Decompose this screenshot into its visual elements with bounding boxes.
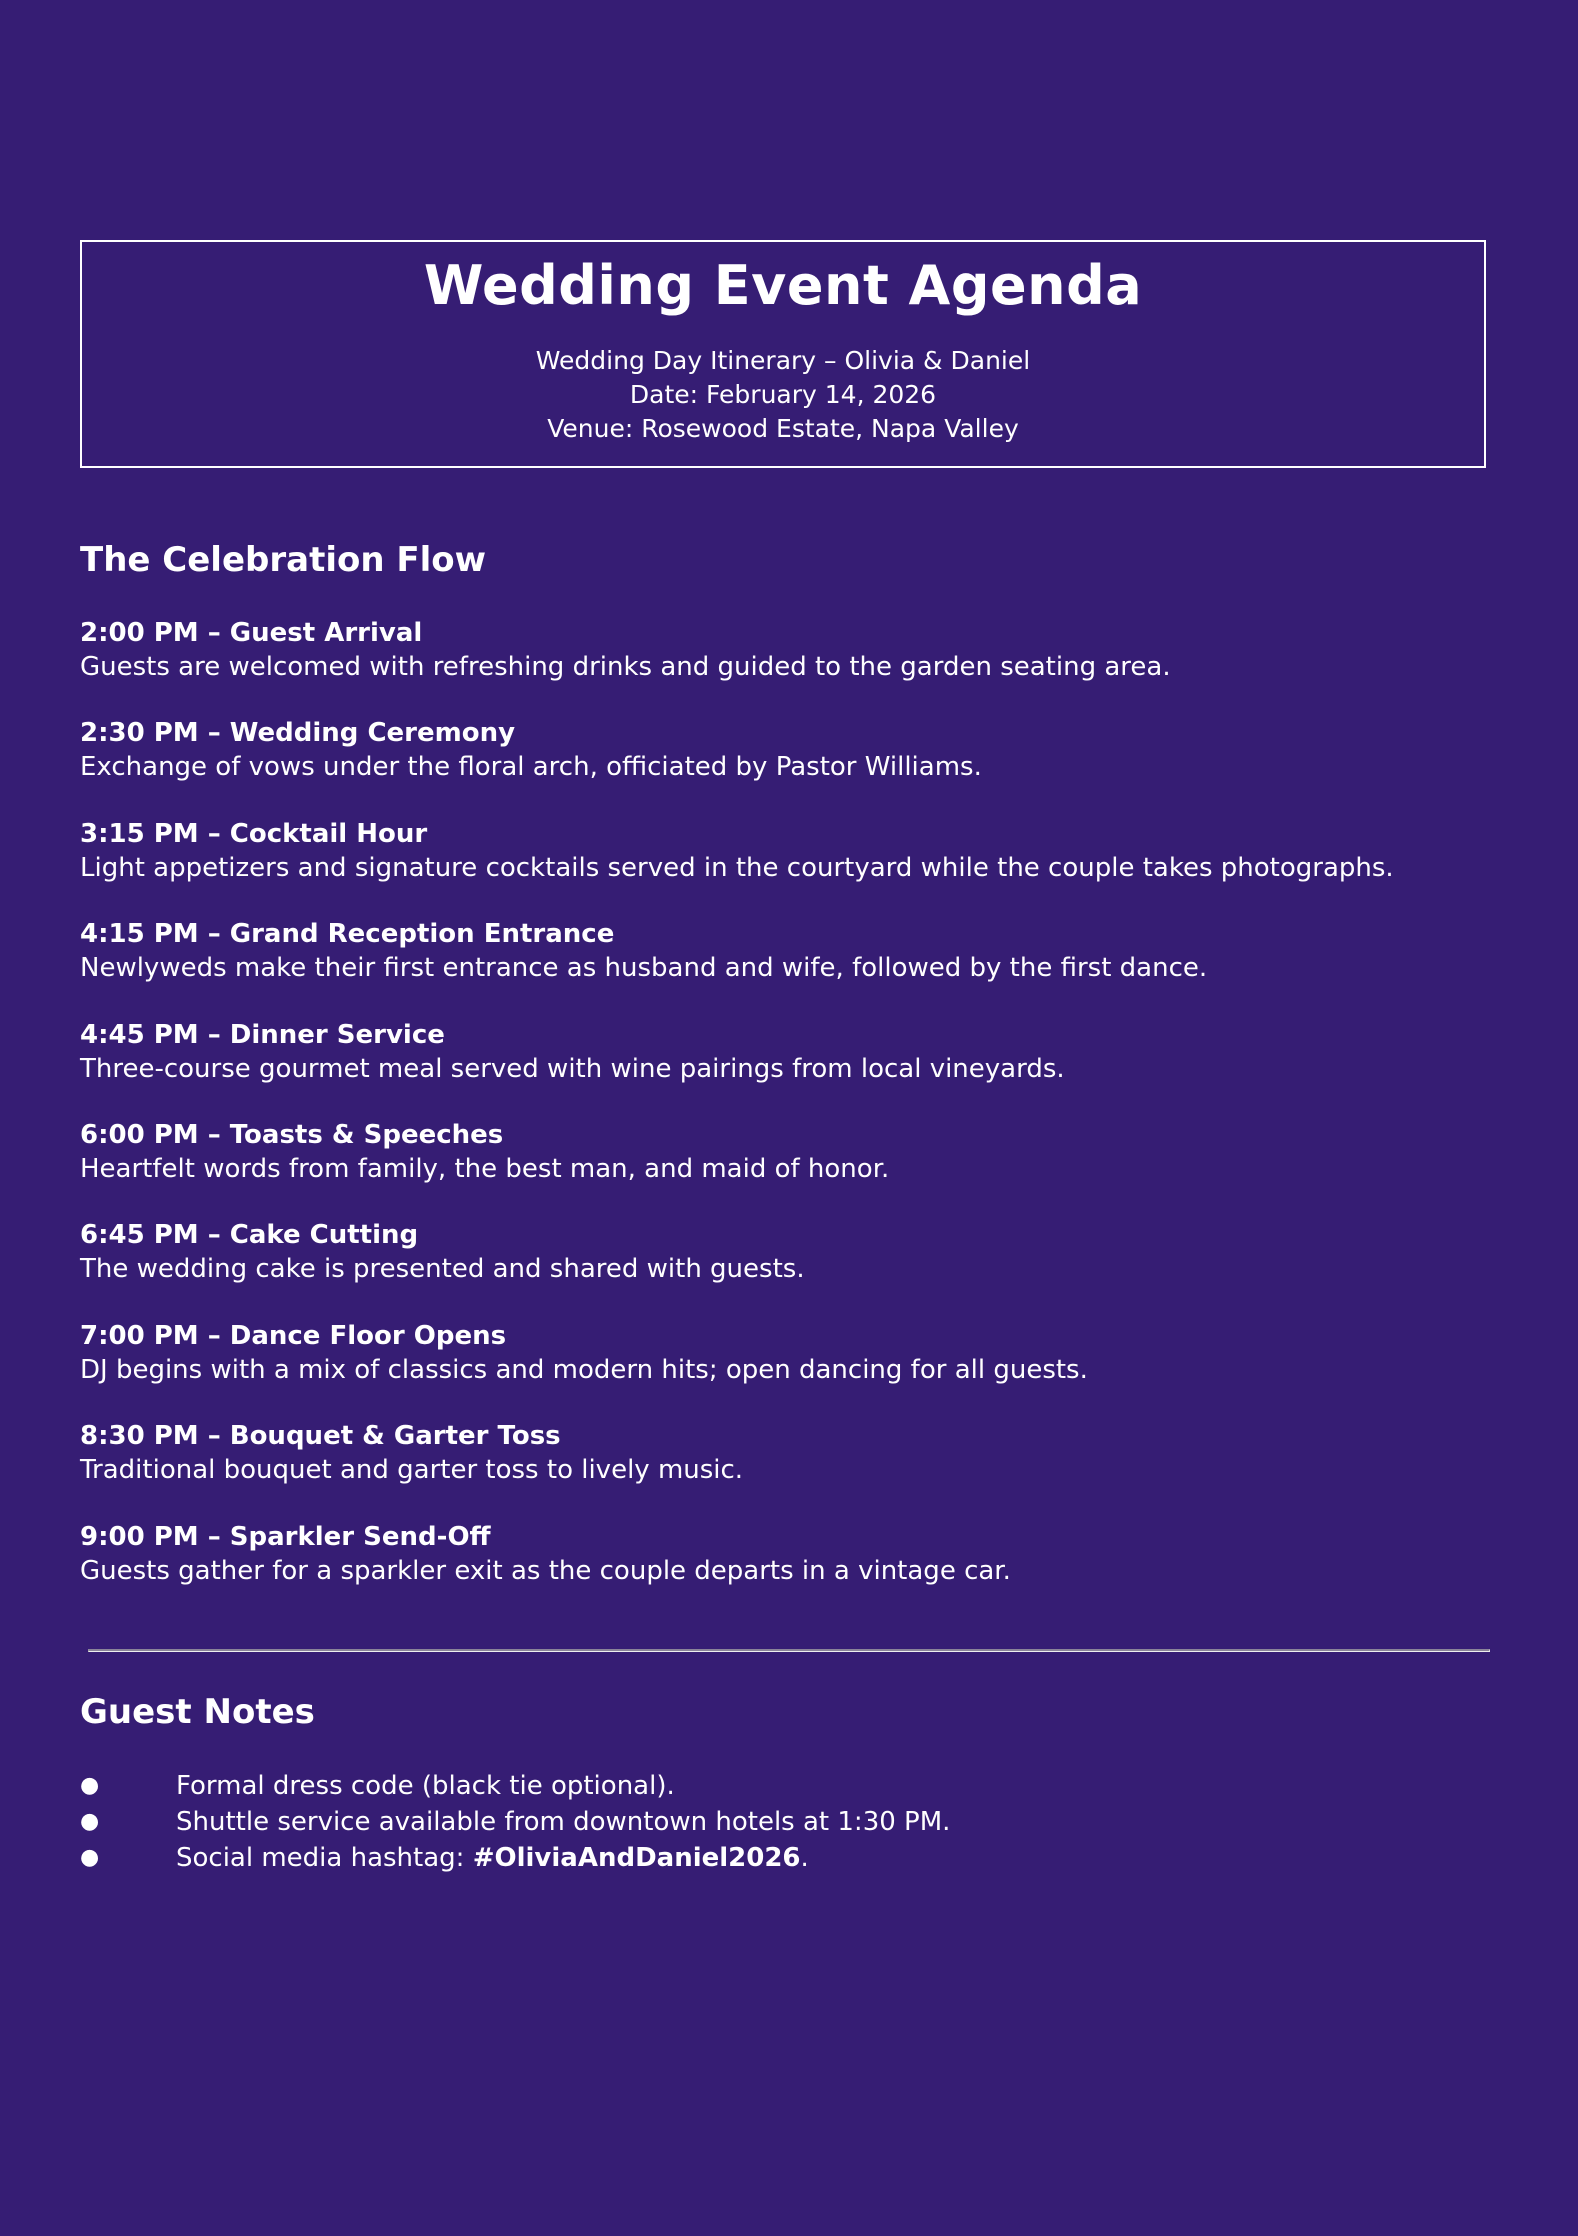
list-item <box>80 1768 950 1804</box>
agenda-header-box <box>80 240 1486 468</box>
event-title: 6:00 PM – Toasts & Speeches <box>80 1119 504 1150</box>
note-text: Shuttle service available from downtown hotels at 1:30 PM. <box>176 1807 951 1837</box>
page-title: Wedding Event Agenda <box>423 254 1143 317</box>
schedule-item <box>80 1419 1500 1519</box>
event-title: 8:30 PM – Bouquet & Garter Toss <box>80 1421 561 1452</box>
list-item <box>80 1804 950 1840</box>
schedule-item <box>80 616 1500 716</box>
list-item <box>80 1840 950 1876</box>
note-text: Formal dress code (black tie optional). <box>176 1771 675 1801</box>
bullet-icon: ● <box>80 1845 100 1870</box>
note-suffix: . <box>800 1843 809 1873</box>
event-description: Traditional bouquet and garter toss to lively music. <box>80 1455 744 1486</box>
schedule-list <box>80 616 1500 1620</box>
event-description: Exchange of vows under the floral arch, officiated by Pastor Williams. <box>80 752 982 783</box>
event-title: 4:15 PM – Grand Reception Entrance <box>80 919 615 950</box>
event-title: 7:00 PM – Dance Floor Opens <box>80 1320 507 1351</box>
event-title: 4:45 PM – Dinner Service <box>80 1019 445 1050</box>
schedule-item <box>80 1319 1500 1419</box>
schedule-item <box>80 1118 1500 1218</box>
event-title: 6:45 PM – Cake Cutting <box>80 1220 419 1251</box>
schedule-item <box>80 917 1500 1017</box>
event-description: Three-course gourmet meal served with wine pairings from local vineyards. <box>80 1053 1065 1084</box>
bullet-icon: ● <box>80 1773 100 1798</box>
event-description: DJ begins with a mix of classics and modern hits; open dancing for all guests. <box>80 1354 1088 1385</box>
schedule-item <box>80 1520 1500 1620</box>
event-description: The wedding cake is presented and shared with guests. <box>80 1254 805 1285</box>
note-text: Social media hashtag: <box>176 1843 473 1873</box>
schedule-item <box>80 716 1500 816</box>
event-title: 2:00 PM – Guest Arrival <box>80 618 423 648</box>
celebration-flow-heading: The Celebration Flow <box>80 540 487 580</box>
section-divider <box>88 1649 1490 1652</box>
hashtag: #OliviaAndDaniel2026 <box>472 1843 801 1873</box>
itinerary-line: Wedding Day Itinerary – Olivia & Daniel <box>535 346 1031 375</box>
date-line: Date: February 14, 2026 <box>629 380 937 409</box>
event-description: Newlyweds make their first entrance as husband and wife, followed by the first dance. <box>80 953 1208 984</box>
event-description: Guests gather for a sparkler exit as the couple departs in a vintage car. <box>80 1555 1011 1586</box>
guest-notes-heading: Guest Notes <box>80 1692 315 1732</box>
venue-line: Venue: Rosewood Estate, Napa Valley <box>547 414 1019 443</box>
event-description: Guests are welcomed with refreshing drinks and guided to the garden seating area. <box>80 652 1171 682</box>
event-title: 3:15 PM – Cocktail Hour <box>80 818 428 849</box>
event-description: Light appetizers and signature cocktails served in the courtyard while the couple takes photographs. <box>80 852 1394 883</box>
event-details <box>82 344 1484 446</box>
event-description: Heartfelt words from family, the best man, and maid of honor. <box>80 1153 890 1184</box>
schedule-item <box>80 1018 1500 1118</box>
event-title: 2:30 PM – Wedding Ceremony <box>80 718 516 749</box>
bullet-icon: ● <box>80 1809 100 1834</box>
guest-notes-list <box>80 1768 950 1876</box>
schedule-item <box>80 1218 1500 1318</box>
schedule-item <box>80 817 1500 917</box>
event-title: 9:00 PM – Sparkler Send-Off <box>80 1521 491 1552</box>
